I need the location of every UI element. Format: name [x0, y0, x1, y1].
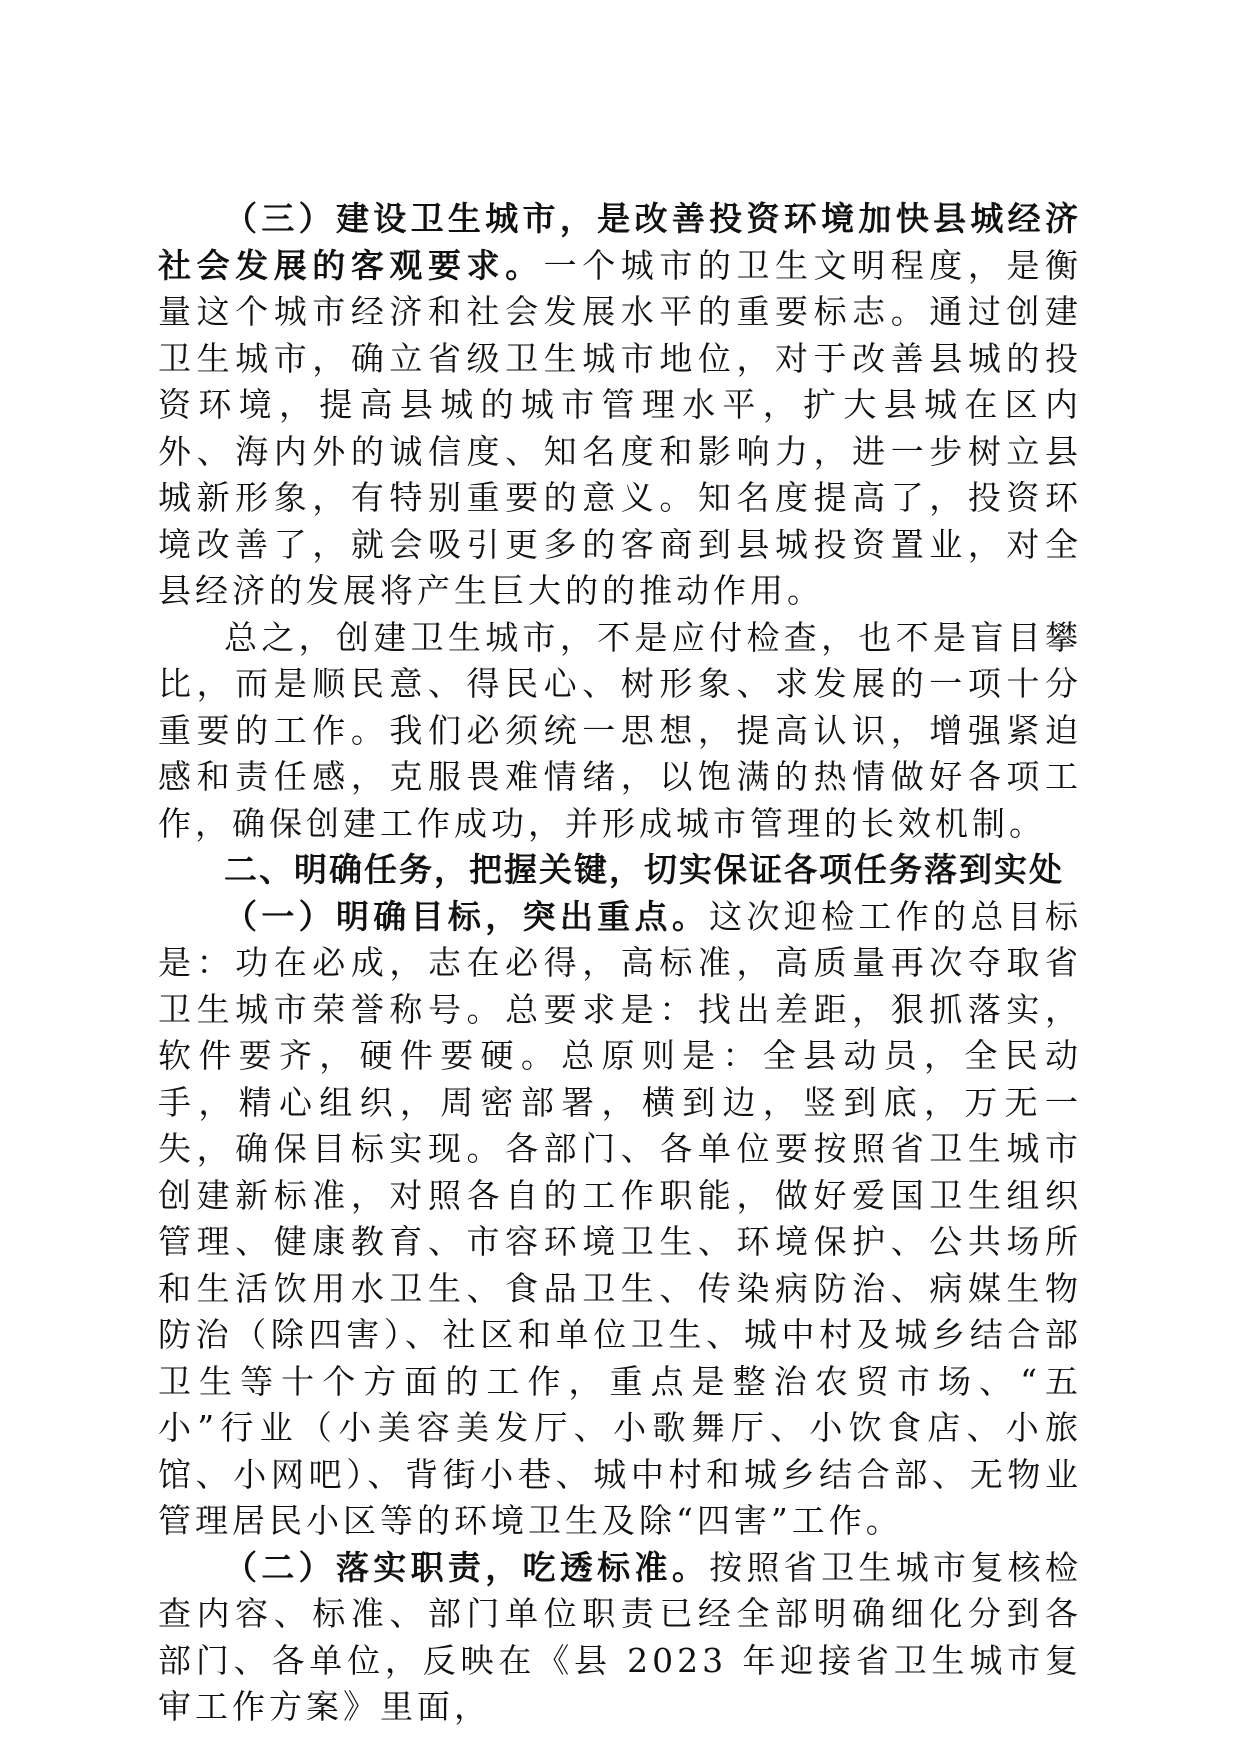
document-body: [158, 196, 1082, 1731]
paragraph-goals: [158, 894, 1082, 1545]
paragraph-lead: （三）建设卫生城市，是改善投资环境加快县城经济社会发展的客观要求。: [158, 199, 1082, 285]
paragraph-text: 这次迎检工作的总目标是：功在必成，志在必得，高标准，高质量再次夺取省卫生城市荣誉称号。总要求是：找出差距，狠抓落实，软件要齐，硬件要硬。总原则是：全县动员，全民动手，精心组织，周密部署，横到边，竖到底，万无一失，确保目标实现。各部门、各单位要按照省卫生城市创建新标准，对照各自的工作职能，做好爱国卫生组织管理、健康教育、市容环境卫生、环境保护、公共场所和生活饮用水卫生、食品卫生、传染病防治、病媒生物防治（除四害）、社区和单位卫生、城中村及城乡结合部卫生等十个方面的工作，重点是整治农贸市场、“五小”行业（小美容美发厅、小歌舞厅、小饮食店、小旅馆、小网吧）、背街小巷、城中村和城乡结合部、无物业管理居民小区等的环境卫生及除“四害”工作。: [158, 896, 1083, 1540]
section-heading: 二、明确任务，把握关键，切实保证各项任务落到实处: [224, 850, 1064, 889]
paragraph-lead: （二）落实职责，吃透标准。: [224, 1547, 710, 1587]
paragraph-urban-health-investment: [158, 196, 1082, 615]
paragraph-text: 总之，创建卫生城市，不是应付检查，也不是盲目攀比，而是顺民意、得民心、树形象、求发展的一项十分重要的工作。我们必须统一思想，提高认识，增强紧迫感和责任感，克服畏难情绪，以饱满的热情做好各项工作，确保创建工作成功，并形成城市管理的长效机制。: [158, 617, 1082, 843]
paragraph-lead: （一）明确目标，突出重点。: [224, 896, 710, 936]
paragraph-text: 按照省卫生城市复核检查内容、标准、部门单位职责已经全部明确细化分到各部门、各单位，反映在《县 2023 年迎接省卫生城市复审工作方案》里面，: [158, 1547, 1083, 1726]
paragraph-text: 一个城市的卫生文明程度，是衡量这个城市经济和社会发展水平的重要标志。通过创建卫生城市，确立省级卫生城市地位，对于改善县城的投资环境，提高县城的城市管理水平，扩大县城在区内外、海内外的诚信度、知名度和影响力，进一步树立县城新形象，有特别重要的意义。知名度提高了，投资环境改善了，就会吸引更多的客商到县城投资置业，对全县经济的发展将产生巨大的的推动作用。: [158, 245, 1083, 610]
paragraph-summary: [158, 615, 1082, 848]
paragraph-responsibilities: [158, 1545, 1082, 1731]
